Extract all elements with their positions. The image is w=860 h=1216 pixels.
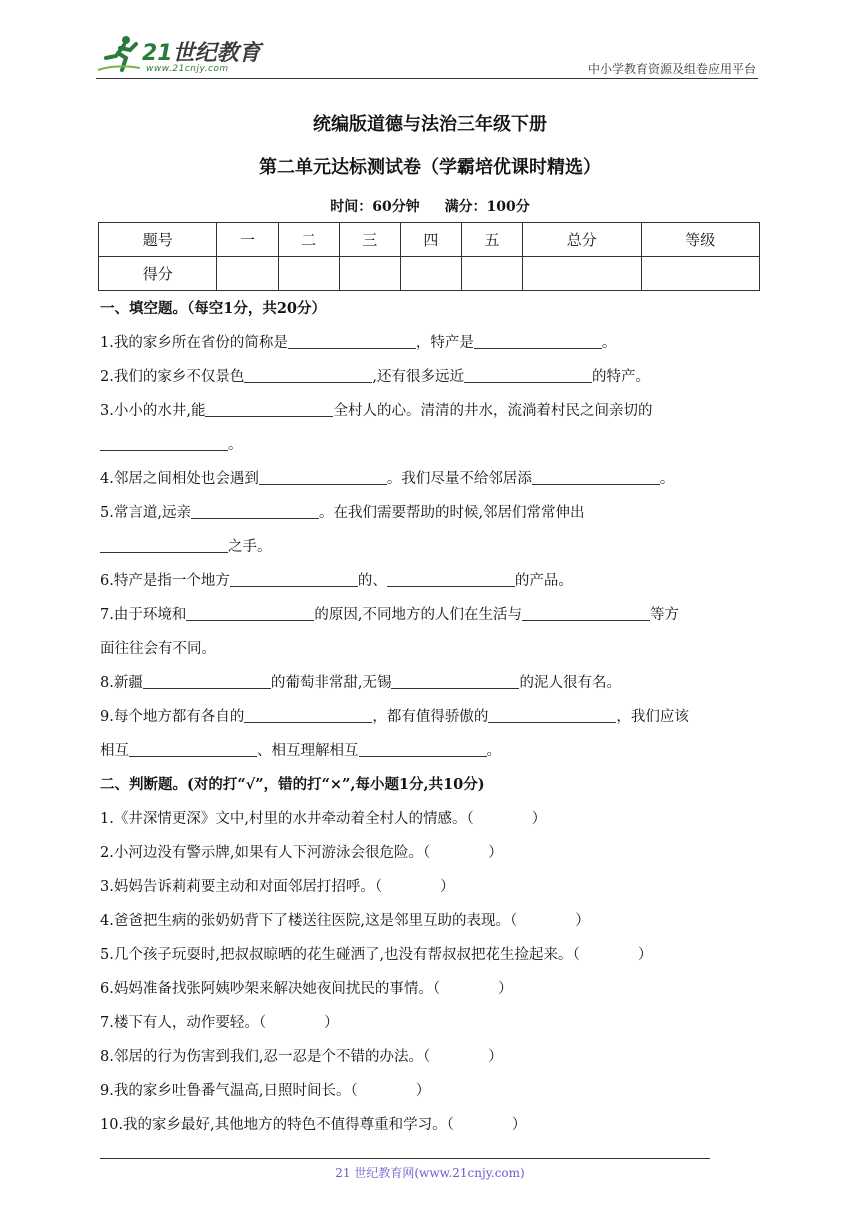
score-cell[interactable]: [339, 257, 400, 291]
question-4: 4.邻居之间相处也会遇到 。我们尽量不给邻居添 。: [100, 462, 760, 496]
score-cell[interactable]: [461, 257, 522, 291]
score-cell[interactable]: [217, 257, 278, 291]
score-header-cell: 总分: [523, 223, 641, 257]
answer-blank[interactable]: [259, 468, 387, 485]
judgement-item: 6.妈妈准备找张阿姨吵架来解决她夜间扰民的事情。（ ）: [100, 981, 513, 997]
answer-blank[interactable]: [522, 604, 650, 621]
score-header-cell: 三: [339, 223, 400, 257]
question-9-cont: 相互 、相互理解相互 。: [100, 734, 760, 768]
answer-blank[interactable]: [244, 706, 372, 723]
judgement-item: 2.小河边没有警示牌,如果有人下河游泳会很危险。（ ）: [100, 845, 503, 861]
judgement-item: 4.爸爸把生病的张奶奶背下了楼送往医院,这是邻里互助的表现。（ ）: [100, 913, 590, 929]
exam-content: [100, 292, 760, 1142]
answer-blank[interactable]: [391, 672, 519, 689]
judgement-item: 9.我的家乡吐鲁番气温高,日照时间长。（ ）: [100, 1083, 431, 1099]
answer-blank[interactable]: [205, 400, 333, 417]
header-divider: [96, 78, 758, 79]
brand-name: 21世纪教育: [142, 41, 261, 66]
question-5-cont: 之手。: [100, 530, 760, 564]
judgement-item: 8.邻居的行为伤害到我们,忍一忍是个不错的办法。（ ）: [100, 1049, 503, 1065]
question-6: 6.特产是指一个地方 的、 的产品。: [100, 564, 760, 598]
answer-blank[interactable]: [129, 740, 257, 757]
answer-blank[interactable]: [191, 502, 319, 519]
answer-blank[interactable]: [186, 604, 314, 621]
question-2: 2.我们的家乡不仅景色 ,还有很多远近 的特产。: [100, 360, 760, 394]
question-7: 7.由于环境和 的原因,不同地方的人们在生活与 等方: [100, 598, 760, 632]
judgement-item: 10.我的家乡最好,其他地方的特色不值得尊重和学习。（ ）: [100, 1117, 527, 1133]
question-3: 3.小小的水井,能 全村人的心。清清的井水，流淌着村民之间亲切的: [100, 394, 760, 428]
question-9: 9.每个地方都有各自的 ，都有值得骄傲的 ，我们应该: [100, 700, 760, 734]
question-7-cont: 面往往会有不同。: [100, 641, 216, 657]
score-table: [98, 222, 760, 291]
score-row-label: 得分: [99, 257, 217, 291]
answer-blank[interactable]: [464, 366, 592, 383]
runner-logo-icon: [96, 34, 144, 74]
section-2-title: 二、判断题。(对的打“√”，错的打“×”,每小题1分,共10分): [100, 776, 485, 793]
answer-blank[interactable]: [143, 672, 271, 689]
footer-link[interactable]: 21 世纪教育网(www.21cnjy.com): [335, 1166, 525, 1180]
answer-blank[interactable]: [100, 434, 228, 451]
brand-url: www.21cnjy.com: [146, 64, 229, 74]
platform-label: 中小学教育资源及组卷应用平台: [587, 62, 756, 76]
answer-blank[interactable]: [474, 332, 602, 349]
score-table-header-row: [99, 223, 760, 257]
score-header-cell: 等级: [641, 223, 759, 257]
judgement-item: 5.几个孩子玩耍时,把叔叔晾晒的花生碰洒了,也没有帮叔叔把花生捡起来。（ ）: [100, 947, 653, 963]
judgement-item: 3.妈妈告诉莉莉要主动和对面邻居打招呼。（ ）: [100, 879, 455, 895]
document-subtitle: 第二单元达标测试卷（学霸培优课时精选）: [259, 157, 601, 178]
page-header: [96, 30, 760, 82]
question-1: 1.我的家乡所在省份的简称是 ，特产是 。: [100, 326, 760, 360]
brand-logo: [96, 30, 266, 76]
footer-divider: [100, 1158, 710, 1159]
score-cell[interactable]: [278, 257, 339, 291]
answer-blank[interactable]: [359, 740, 487, 757]
score-cell[interactable]: [523, 257, 641, 291]
question-8: 8.新疆 的葡萄非常甜,无锡 的泥人很有名。: [100, 666, 760, 700]
question-5: 5.常言道,远亲 。在我们需要帮助的时候,邻居们常常伸出: [100, 496, 760, 530]
score-header-cell: 二: [278, 223, 339, 257]
document-title: 统编版道德与法治三年级下册: [313, 114, 547, 135]
answer-blank[interactable]: [100, 536, 228, 553]
score-cell[interactable]: [641, 257, 759, 291]
judgement-item: 7.楼下有人，动作要轻。（ ）: [100, 1015, 339, 1031]
score-header-cell: 五: [461, 223, 522, 257]
answer-blank[interactable]: [488, 706, 616, 723]
score-table-score-row: [99, 257, 760, 291]
score-header-cell: 一: [217, 223, 278, 257]
answer-blank[interactable]: [244, 366, 372, 383]
answer-blank[interactable]: [387, 570, 515, 587]
score-header-cell: 题号: [99, 223, 217, 257]
question-3-cont: 。: [100, 428, 760, 462]
score-cell[interactable]: [400, 257, 461, 291]
exam-meta: [0, 196, 860, 216]
answer-blank[interactable]: [288, 332, 416, 349]
exam-full-score: 满分：100分: [444, 199, 530, 215]
judgement-item: 1.《井深情更深》文中,村里的水井牵动着全村人的情感。（ ）: [100, 811, 547, 827]
answer-blank[interactable]: [532, 468, 660, 485]
exam-time: 时间：60分钟: [330, 199, 420, 215]
section-1-title: 一、填空题。（每空1分，共20分）: [100, 300, 327, 317]
score-header-cell: 四: [400, 223, 461, 257]
answer-blank[interactable]: [230, 570, 358, 587]
